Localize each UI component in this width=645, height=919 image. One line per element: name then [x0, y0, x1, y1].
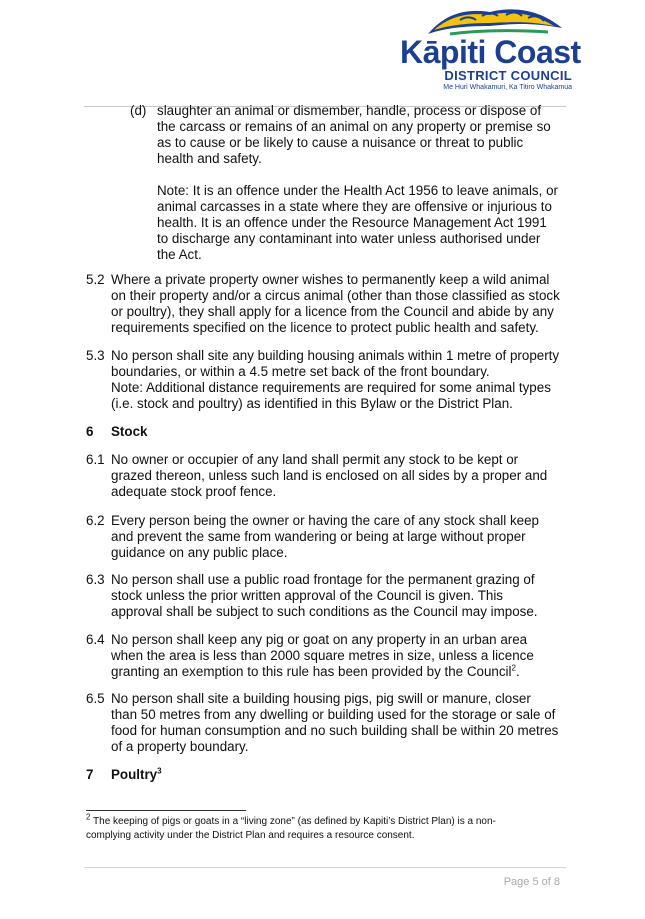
island-logo-icon — [420, 4, 570, 38]
footnote-marker: 2 — [86, 812, 91, 822]
item-d-note-line: health. It is an offence under the Resource Management Act 1991 — [157, 215, 547, 230]
item-d-line: as to cause or be likely to cause a nuisance or threat to public — [157, 135, 524, 150]
clause-5-2-line: or poultry), they shall apply for a licence from the Council and abide by any — [111, 304, 554, 319]
clause-6-5-line: food for human consumption and no such building shall be within 20 metres — [111, 723, 559, 738]
logo-name: Kāpiti Coast — [400, 34, 581, 70]
section-number: 7 — [86, 767, 94, 782]
footnote-ref: 2 — [511, 663, 516, 673]
section-title-poultry — [111, 767, 162, 783]
footer-divider — [84, 867, 566, 868]
clause-6-5-line: No person shall site a building housing pigs, pig swill or manure, closer — [111, 691, 531, 706]
clause-6-1-line: adequate stock proof fence. — [111, 484, 277, 499]
clause-6-1-line: No owner or occupier of any land shall permit any stock to be kept or — [111, 452, 519, 467]
item-d-note-line: Note: It is an offence under the Health Act 1956 to leave animals, or — [157, 183, 558, 198]
clause-5-2-line: requirements specified on the licence to protect public health and safety. — [111, 320, 539, 335]
clause-6-4-line: when the area is less than 2000 square metres in size, unless a licence — [111, 648, 534, 663]
clause-5-3-line: boundaries, or within a 4.5 metre set back of the front boundary. — [111, 364, 490, 379]
clause-number: 6.1 — [86, 452, 105, 467]
clause-number: 6.2 — [86, 513, 105, 528]
logo-council: DISTRICT COUNCIL — [444, 68, 572, 83]
footnote-ref: 3 — [157, 766, 162, 776]
logo-motto: Me Huri Whakamuri, Ka Titiro Whakamua — [443, 84, 572, 91]
clause-5-3-line: Note: Additional distance requirements are required for some animal types — [111, 380, 551, 395]
clause-number: 6.5 — [86, 691, 105, 706]
clause-6-3-line: No person shall use a public road frontage for the permanent grazing of — [111, 572, 535, 587]
section-number: 6 — [86, 424, 94, 439]
clause-6-1-line: grazed thereon, unless such land is enclosed on all sides by a proper and — [111, 468, 548, 483]
council-logo — [400, 2, 580, 98]
clause-6-4-line — [111, 664, 520, 680]
clause-6-2-line: Every person being the owner or having the care of any stock shall keep — [111, 513, 540, 528]
clause-6-3-line: stock unless the prior written approval of the Council is given. This — [111, 588, 503, 603]
item-d-line: the carcass or remains of an animal on any property or premise so — [157, 119, 551, 134]
clause-6-5-line: than 50 metres from any dwelling or building used for the storage or sale of — [111, 707, 556, 722]
item-d-marker: (d) — [130, 103, 147, 118]
clause-number: 6.4 — [86, 632, 105, 647]
clause-6-4-line: No person shall keep any pig or goat on any property in an urban area — [111, 632, 528, 647]
item-d-note-line: animal carcasses in a state where they are offensive or injurious to — [157, 199, 552, 214]
clause-number: 5.2 — [86, 272, 105, 287]
clause-6-5-line: of a property boundary. — [111, 739, 249, 754]
page-number: Page 5 of 8 — [503, 876, 560, 888]
clause-5-3-line: (i.e. stock and poultry) as identified in this Bylaw or the District Plan. — [111, 396, 513, 411]
section-title-poultry-text: Poultry — [111, 767, 158, 782]
clause-number: 6.3 — [86, 572, 105, 587]
clause-5-2-line: Where a private property owner wishes to permanently keep a wild animal — [111, 272, 550, 287]
clause-5-2-line: on their property and/or a circus animal (other than those classified as stock — [111, 288, 560, 303]
item-d-line: health and safety. — [157, 151, 262, 166]
footnote-text: The keeping of pigs or goats in a “living zone” (as defined by Kapiti’s District Plan) is a non- — [90, 816, 496, 827]
clause-6-4-end: . — [515, 664, 520, 679]
footnote-line: complying activity under the District Plan and requires a resource consent. — [86, 830, 415, 841]
clause-5-3-line: No person shall site any building housing animals within 1 metre of property — [111, 348, 560, 363]
clause-6-2-line: guidance on any public place. — [111, 545, 288, 560]
clause-6-3-line: approval shall be subject to such conditions as the Council may impose. — [111, 604, 538, 619]
clause-6-4-text: granting an exemption to this rule has been provided by the Council — [111, 664, 512, 679]
item-d-line: slaughter an animal or dismember, handle, process or dispose of — [157, 103, 542, 118]
clause-number: 5.3 — [86, 348, 105, 363]
clause-6-2-line: and prevent the same from wandering or being at large without proper — [111, 529, 526, 544]
item-d-note-line: to discharge any contaminant into water unless authorised under — [157, 231, 541, 246]
section-title-stock: Stock — [111, 424, 148, 439]
item-d-note-line: the Act. — [157, 247, 202, 262]
footnote-separator — [86, 810, 246, 811]
footnote-line — [86, 812, 496, 828]
